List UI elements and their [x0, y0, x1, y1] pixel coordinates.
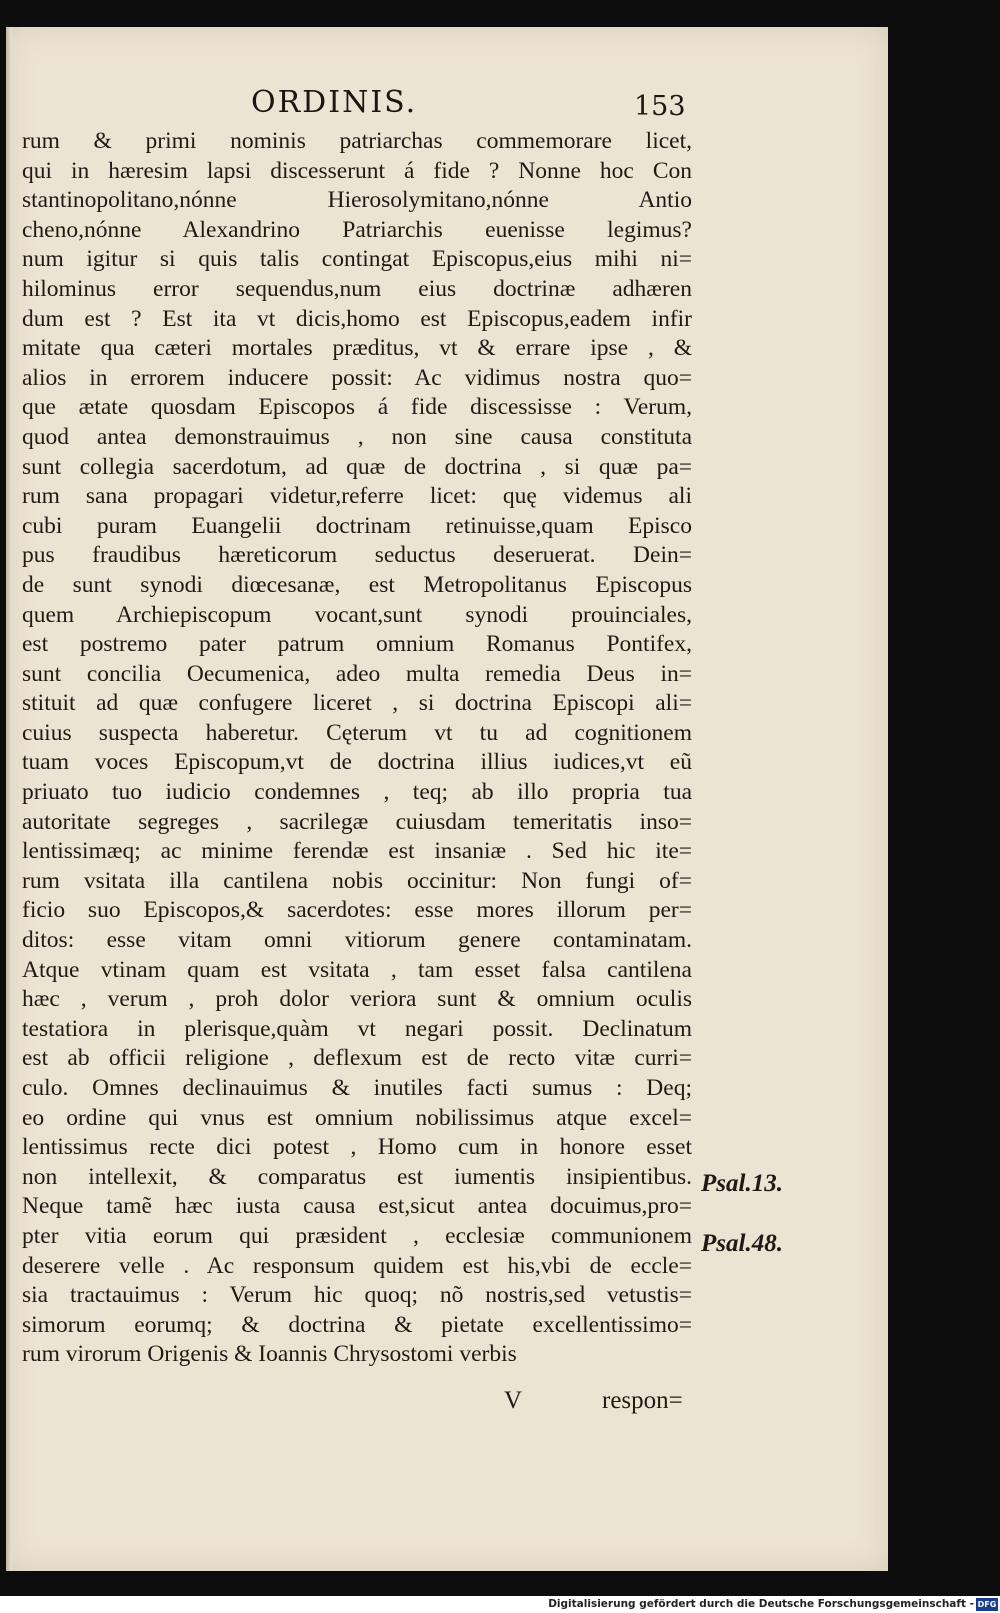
text-line: non intellexit, & comparatus est iumentis insipientibus.: [22, 1163, 692, 1190]
text-line: Neque tamẽ hæc iusta causa est,sicut antea docuimus,pro=: [22, 1193, 692, 1220]
text-line: rum & primi nominis patriarchas commemorare licet,: [22, 128, 692, 154]
text-line: cuius suspecta haberetur. Cęterum vt tu ad cognitionem: [22, 719, 692, 746]
text-line: quod antea demonstrauimus , non sine causa constituta: [22, 423, 692, 450]
marginal-note-psalm-13: Psal.13.: [701, 1170, 783, 1197]
text-line: sunt collegia sacerdotum, ad quæ de doctrina , si quæ pa=: [22, 453, 692, 480]
text-line: lentissimæq; ac minime ferendæ est insaniæ . Sed hic ite=: [22, 838, 692, 865]
marginal-note-psalm-48: Psal.48.: [701, 1230, 783, 1257]
text-line: est postremo pater patrum omnium Romanus Pontifex,: [22, 631, 692, 658]
text-line: rum vsitata illa cantilena nobis occinitur: Non fungi of=: [22, 867, 692, 894]
text-line: rum sana propagari videtur,referre licet: quę videmus ali: [22, 483, 692, 510]
text-line: alios in errorem inducere possit: Ac vidimus nostra quo=: [22, 364, 692, 391]
text-line: qui in hæresim lapsi discesserunt á fide ? Nonne hoc Con: [22, 157, 692, 184]
text-line: sunt concilia Oecumenica, adeo multa remedia Deus in=: [22, 660, 692, 687]
signature-mark: V: [504, 1387, 523, 1414]
footer-bar: [0, 1596, 1000, 1613]
text-line: sia tractauimus : Verum hic quoq; nõ nostris,sed vetustis=: [22, 1282, 692, 1309]
text-block: [22, 127, 692, 1370]
text-line: ficio suo Episcopos,& sacerdotes: esse mores illorum per=: [22, 897, 692, 924]
text-line: lentissimus recte dici potest , Homo cum in honore esset: [22, 1134, 692, 1161]
page-edge: [6, 27, 12, 1571]
text-line: simorum eorumq; & doctrina & pietate excellentissimo=: [22, 1311, 692, 1338]
text-line: hilominus error sequendus,num eius doctrinæ adhæren: [22, 275, 692, 302]
text-line: Atque vtinam quam est vsitata , tam esset falsa cantilena: [22, 956, 692, 983]
text-line: ditos: esse vitam omni vitiorum genere contaminatam.: [22, 927, 692, 954]
text-line: priuato tuo iudicio condemnes , teq; ab illo propria tua: [22, 779, 692, 806]
text-line: pus fraudibus hæreticorum seductus deseruerat. Dein=: [22, 542, 692, 569]
text-line: mitate qua cæteri mortales præditus, vt & errare ipse , &: [22, 335, 692, 362]
text-line: eo ordine qui vnus est omnium nobilissimus atque excel=: [22, 1104, 692, 1131]
text-line: num igitur si quis talis contingat Episcopus,eius mihi ni=: [22, 246, 692, 273]
text-line: de sunt synodi diœcesanæ, est Metropolitanus Episcopus: [22, 571, 692, 598]
text-line: que ætate quosdam Episcopos á fide discessisse : Verum,: [22, 394, 692, 421]
text-line: cubi puram Euangelii doctrinam retinuisse,quam Episco: [22, 512, 692, 539]
page-number: 153: [634, 91, 686, 122]
text-line: est ab officii religione , deflexum est de recto vitæ curri=: [22, 1045, 692, 1072]
text-line: dum est ? Est ita vt dicis,homo est Episcopus,eadem infir: [22, 305, 692, 332]
text-line: quem Archiepiscopum vocant,sunt synodi prouinciales,: [22, 601, 692, 628]
text-line: stantinopolitano,nónne Hierosolymitano,nónne Antio: [22, 187, 692, 214]
text-line: deserere velle . Ac responsum quidem est his,vbi de eccle=: [22, 1252, 692, 1279]
text-line: tuam voces Episcopum,vt de doctrina illius iudices,vt eũ: [22, 749, 692, 776]
text-line: rum virorum Origenis & Ioannis Chrysostomi verbis: [22, 1341, 517, 1368]
footer-credit: Digitalisierung gefördert durch die Deutsche Forschungsgemeinschaft -: [548, 1598, 974, 1610]
text-line: testatiora in plerisque,quàm vt negari possit. Declinatum: [22, 1015, 692, 1042]
text-line: cheno,nónne Alexandrino Patriarchis euenisse legimus?: [22, 216, 692, 243]
book-page: [6, 27, 888, 1571]
text-line: culo. Omnes declinauimus & inutiles facti sumus : Deq;: [22, 1075, 692, 1101]
catchword: respon=: [602, 1387, 683, 1414]
text-line: pter vitia eorum qui præsident , ecclesiæ communionem: [22, 1222, 692, 1249]
dfg-logo: DFG: [977, 1600, 997, 1609]
text-line: hæc , verum , proh dolor veriora sunt & omnium oculis: [22, 986, 692, 1013]
text-line: autoritate segreges , sacrilegæ cuiusdam temeritatis inso=: [22, 808, 692, 835]
running-head: ORDINIS.: [251, 85, 418, 120]
text-line: stituit ad quæ confugere liceret , si doctrina Episcopi ali=: [22, 690, 692, 717]
